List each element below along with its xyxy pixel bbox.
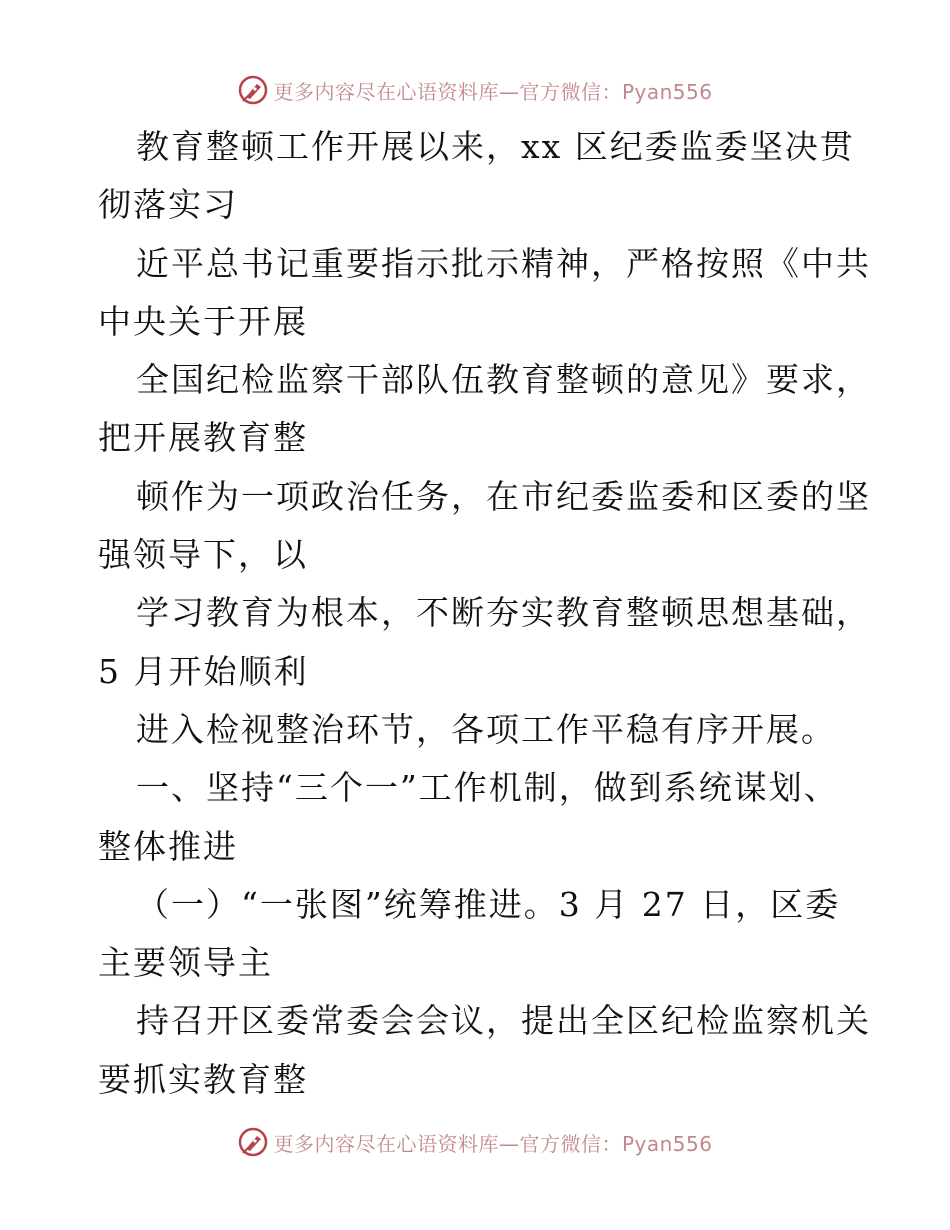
text-line: 全国纪检监察干部队伍教育整顿的意见》要求， [136, 360, 871, 400]
watermark-text: 更多内容尽在心语资料库—官方微信：Pyan556 [273, 79, 713, 104]
text-line: 顿作为一项政治任务，在市纪委监委和区委的坚 [136, 476, 871, 516]
text-line: 进入检视整治环节，各项工作平稳有序开展。 [136, 709, 836, 749]
text-line: 近平总书记重要指示批示精神，严格按照《中共 [136, 243, 871, 283]
section-heading: 一、坚持“三个一”工作机制，做到系统谋划、 [136, 768, 839, 808]
text-line: 要抓实教育整 [98, 1059, 308, 1099]
text-line: 强领导下，以 [98, 535, 308, 575]
watermark-text: 更多内容尽在心语资料库—官方微信：Pyan556 [273, 1131, 713, 1156]
text-line: 把开展教育整 [98, 418, 308, 458]
document-body [98, 118, 871, 1109]
text-line: 5 月开始顺利 [98, 651, 309, 691]
text-line: 整体推进 [98, 826, 238, 866]
header-watermark [0, 68, 950, 112]
text-line: 主要领导主 [98, 943, 273, 983]
subsection-heading: （一）“一张图”统筹推进。3 月 27 日，区委 [136, 884, 841, 924]
text-line: 持召开区委常委会会议，提出全区纪检监察机关 [136, 1001, 871, 1041]
text-line: 彻落实习 [98, 185, 238, 225]
text-line: 学习教育为根本，不断夯实教育整顿思想基础， [136, 593, 871, 633]
footer-watermark [0, 1120, 950, 1164]
pen-nib-logo-icon [237, 74, 269, 106]
pen-nib-logo-icon [237, 1126, 269, 1158]
text-line: 教育整顿工作开展以来，xx 区纪委监委坚决贯 [136, 127, 855, 166]
text-line: 中央关于开展 [98, 301, 308, 341]
